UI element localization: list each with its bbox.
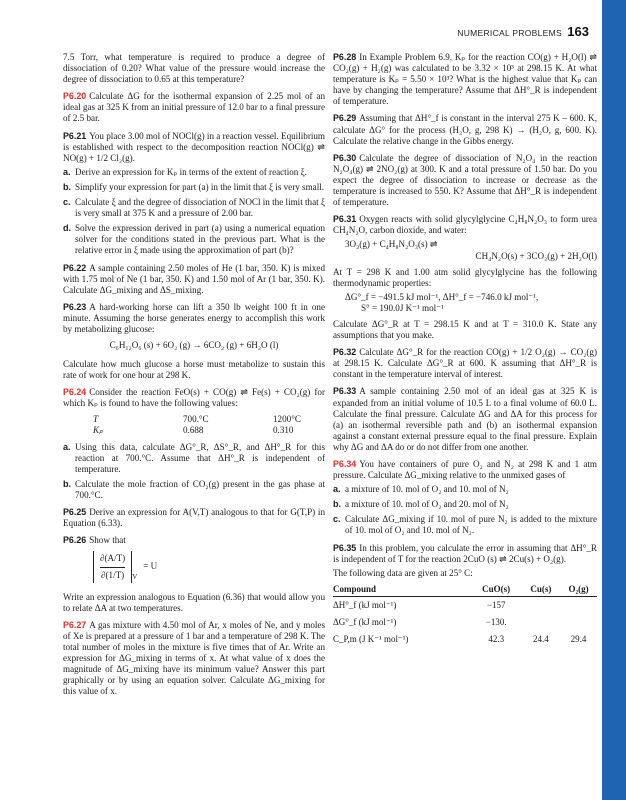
problem-text: Derive an expression for A(V,T) analogous to that for G(T,P) in Equation (6.33). — [63, 507, 325, 529]
table-cell: ΔH°_f (kJ mol⁻¹) — [333, 599, 397, 610]
problem-6-33 — [333, 386, 597, 453]
column-header: Cu(s) — [522, 583, 560, 597]
subpart-text: Calculate ΔG_mixing if 10. mol of pure N₂ is added to the mixture of 10. mol of O₂ and 10. mol of N₂. — [345, 514, 597, 536]
problem-text-continued: Calculate ΔG°_R at T = 298.15 K and at T = 310.0 K. State any assumptions that you make. — [333, 318, 597, 341]
properties-line-2: S° = 190.0J K⁻¹ mol⁻¹ — [361, 302, 444, 313]
problem-text: Calculate ΔG for the isothermal expansion of 2.25 mol of an ideal gas at 325 K from an initial pressure of 12.0 bar to a final pressure of 2.5 bar. — [63, 91, 325, 124]
column-header: Compound — [333, 583, 471, 597]
problem-number: P6.35 — [333, 542, 357, 553]
table-cell — [560, 596, 597, 614]
data-intro: The following data are given at 25° C: — [333, 567, 473, 578]
subpart-a: a. Derive an expression for Kₚ in terms of the extent of reaction ξ. — [63, 167, 325, 178]
problem-number: P6.34 — [333, 459, 357, 469]
problem-number: P6.31 — [333, 214, 357, 225]
problem-number: P6.28 — [333, 52, 357, 62]
problem-6-27 — [63, 620, 325, 698]
problem-number: P6.30 — [333, 152, 357, 163]
problem-text: Assuming that ΔH°_f is constant in the interval 275 K – 600. K, calculate ΔG° for the process (H₂O, g, 298 K) → (H₂O, g, 600. K). Calculate the relative change in the Gibbs energy. — [333, 113, 597, 146]
problem-text: You place 3.00 mol of NOCl(g) in a reaction vessel. Equilibrium is established with respect to the decomposition reaction NOCl(g) ⇌ NO(g) + 1/2 Cl₂(g). — [63, 130, 325, 163]
subpart-b: b. Calculate the mole fraction of CO₂(g) present in the gas phase at 700.°C. — [63, 479, 325, 501]
table-row — [333, 631, 597, 648]
subpart-c: c. Calculate ξ and the degree of dissociation of NOCl in the limit that ξ is very small at 375 K and a pressure of 2.00 bar. — [63, 197, 325, 219]
problem-6-29 — [333, 113, 597, 146]
table-cell: C_P,m (J K⁻¹ mol⁻¹) — [333, 634, 409, 645]
fraction-denominator: ∂(1/T) — [101, 569, 125, 580]
table-cell: 0.688 — [183, 424, 204, 435]
table-cell: 0.310 — [273, 424, 294, 435]
page-header — [0, 26, 600, 42]
reaction-equation-line-1: 3O₂(g) + C₄H₈N₂O₃(s) ⇌ — [345, 239, 438, 250]
table-cell: −157 — [486, 599, 506, 610]
problem-6-35 — [333, 543, 597, 565]
problem-text-continued: At T = 298 K and 1.00 atm solid glycylglycine has the following thermodynamic properties: — [333, 266, 597, 288]
problem-text: Oxygen reacts with solid glycylglycine C₄H₈N₂O₃ to form urea CH₄N₂O, carbon dioxide, and water: — [333, 214, 597, 236]
subpart-text: a mixture of 10. mol of O₂ and 20. mol of N₂ — [345, 499, 509, 510]
problem-text: A gas mixture with 4.50 mol of Ar, x moles of Ne, and y moles of Xe is prepared at a pressure of 1 bar and a temperature of 298 K. The total number of moles in the mixture is five times that of Ar. Write an expression for ΔG_mixing in terms of x. At what value of x does the magnitude of ΔG_mixing have its minimum value? Answer this part graphically or by using an equation solver. Calculate ΔG_mixing for this value of x. — [63, 619, 325, 697]
problem-number: P6.24 — [63, 387, 87, 398]
problem-6-23 — [63, 302, 325, 335]
continued-problem-text: 7.5 Torr, what temperature is required to produce a degree of dissociation of 0.20? What value of the pressure would increase the degree of dissociation to 0.65 at this temperature? — [63, 52, 325, 85]
table-cell — [560, 614, 597, 631]
problem-6-31 — [333, 214, 597, 236]
right-column — [333, 52, 597, 648]
problem-6-26 — [63, 535, 325, 546]
subpart-d: d. Solve the expression derived in part (a) using a numerical equation solver for the conditions stated in the previous part. What is the relative error in ξ made using the approximation of part (b)? — [63, 223, 325, 256]
left-column — [63, 52, 325, 703]
table-cell: 1200°C — [273, 413, 301, 424]
subpart-b: b. a mixture of 10. mol of O₂ and 20. mol of N₂ — [333, 499, 597, 510]
subpart-text: Calculate ξ and the degree of dissociation of NOCl in the limit that ξ is very small at 375 K and a pressure of 2.00 bar. — [75, 197, 325, 219]
subpart-a: a. a mixture of 10. mol of O₂ and 10. mol of N₂ — [333, 484, 597, 495]
chapter-side-tab — [602, 0, 626, 800]
problem-text: Calculate ΔG°_R for the reaction CO(g) + 1/2 O₂(g) → CO₂(g) at 298.15 K. Calculate ΔG°_R at 600. K assuming that ΔH°_R is constant in the temperature interval of interest. — [333, 347, 597, 380]
column-header: O₂(g) — [560, 583, 597, 597]
problem-number: P6.29 — [333, 113, 357, 124]
problem-6-25 — [63, 507, 325, 529]
problem-6-28 — [333, 52, 597, 107]
table-cell: 24.4 — [533, 634, 549, 645]
problem-6-24 — [63, 387, 325, 409]
subpart-text: Calculate the mole fraction of CO₂(g) present in the gas phase at 700.°C. — [75, 479, 325, 501]
problem-number: P6.27 — [63, 619, 87, 630]
table-cell: 700.°C — [183, 413, 209, 424]
problem-text: You have containers of pure O₂ and N₂ at 298 K and 1 atm pressure. Calculate ΔG_mixing relative to the unmixed gases of — [333, 459, 597, 481]
table-row — [333, 596, 597, 614]
problem-6-20 — [63, 91, 325, 124]
problem-6-34 — [333, 459, 597, 481]
subpart-c: c. Calculate ΔG_mixing if 10. mol of pure N₂ is added to the mixture of 10. mol of O₂ and 10. mol of N₂. — [333, 514, 597, 536]
problem-text-continued: Calculate how much glucose a horse must metabolize to sustain this rate of work for one hour at 298 K. — [63, 359, 325, 381]
table-cell: Kₚ — [93, 424, 103, 435]
page-number: 163 — [567, 24, 589, 39]
problem-text: A sample containing 2.50 moles of He (1 bar, 350. K) is mixed with 1.75 mol of Ne (1 bar, 350. K) and 1.50 mol of Ar (1 bar, 350. K). Calculate ΔG_mixing and ΔS_mixing. — [63, 262, 325, 295]
table-cell: T — [93, 413, 99, 424]
problem-text: Show that — [89, 535, 126, 546]
subpart-text: Derive an expression for Kₚ in terms of the extent of reaction ξ. — [75, 166, 307, 177]
thermo-data-table — [333, 583, 597, 648]
table-cell: −130. — [485, 617, 507, 628]
problem-6-21 — [63, 131, 325, 164]
problem-number: P6.26 — [63, 535, 87, 546]
subpart-text: Solve the expression derived in part (a) using a numerical equation solver for the conditions stated in the previous part. What is the relative error in ξ made using the approximation of part (b)? — [75, 223, 325, 256]
problem-6-32 — [333, 347, 597, 380]
problem-6-22 — [63, 263, 325, 296]
table-row — [333, 614, 597, 631]
reaction-equation-line-2: CH₄N₂O(s) + 3CO₂(g) + 2H₂O(l) — [475, 250, 597, 261]
problem-text: Calculate the degree of dissociation of N₂O₄ in the reaction N₂O₄(g) ⇌ 2NO₂(g) at 300. K and a total pressure of 1.50 bar. Do you expect the degree of dissociation to increase or decrease as the temperature is increased to 550. K? Assume that ΔH°_R is independent of temperature. — [333, 152, 597, 208]
problem-text: In this problem, you calculate the error in assuming that ΔH°_R is independent of T for the reaction 2CuO (s) ⇌ 2Cu(s) + O₂(g). — [333, 542, 597, 564]
subpart-a: a. Using this data, calculate ΔG°_R, ΔS°_R, and ΔH°_R for this reaction at 700.°C. Assume that ΔH°_R is independent of temperature. — [63, 441, 325, 474]
partial-derivative-equation — [93, 550, 157, 583]
problem-text: Consider the reaction FeO(s) + CO(g) ⇌ Fe(s) + CO₂(g) for which Kₚ is found to have the following values: — [63, 387, 325, 409]
table-cell: 42.3 — [488, 634, 505, 645]
problem-number: P6.22 — [63, 262, 87, 273]
problem-text-continued: Write an expression analogous to Equation (6.36) that would allow you to relate ΔA at two temperatures. — [63, 591, 325, 613]
problem-number: P6.20 — [63, 91, 87, 102]
problem-text: A hard-working horse can lift a 350 lb weight 100 ft in one minute. Assuming the horse generates energy to accomplish this work by metabolizing glucose: — [63, 301, 325, 334]
fraction-numerator: ∂(A/T) — [100, 553, 125, 567]
subpart-text: Using this data, calculate ΔG°_R, ΔS°_R, and ΔH°_R for this reaction at 700.°C. Assume that ΔH°_R is independent of temperature. — [75, 441, 325, 474]
problem-text: A sample containing 2.50 mol of an ideal gas at 325 K is expanded from an initial volume of 10.5 L to a final volume of 60.0 L. Calculate the final pressure. Calculate ΔG and ΔA for this process for (a) an isothermal reversible path and (b) an isothermal expansion against a constant external pressure equal to the final pressure. Explain why ΔG and ΔA do or do not differ from one another. — [333, 386, 597, 452]
column-header: CuO(s) — [471, 583, 522, 597]
table-cell — [522, 614, 560, 631]
subpart-text: Simplify your expression for part (a) in the limit that ξ is very small. — [75, 181, 325, 192]
table-cell: 29.4 — [570, 634, 587, 645]
table-cell — [522, 596, 560, 614]
equation-rhs: = U — [143, 561, 158, 572]
subscript: V — [132, 573, 138, 582]
problem-6-30 — [333, 153, 597, 208]
subpart-b: b. Simplify your expression for part (a) in the limit that ξ is very small. — [63, 181, 325, 192]
problem-number: P6.33 — [333, 386, 357, 397]
problem-number: P6.21 — [63, 130, 87, 141]
glucose-equation: C₆H₁₂O₆ (s) + 6O₂ (g) → 6CO₂ (g) + 6H₂O (l) — [109, 340, 279, 351]
table-cell: ΔG°_f (kJ mol⁻¹) — [333, 617, 397, 628]
subpart-text: a mixture of 10. mol of O₂ and 10. mol of N₂ — [345, 484, 509, 495]
problem-number: P6.32 — [333, 347, 357, 358]
running-header: NUMERICAL PROBLEMS — [457, 28, 562, 38]
problem-text: In Example Problem 6.9, Kₚ for the reaction CO(g) + H₂O(l) ⇌ CO₂(g) + H₂(g) was calculated to be 3.32 × 10³ at 298.15 K. At what temperature is Kₚ = 5.50 × 10³? What is the highest value that Kₚ can have by changing the temperature? Assume that ΔH°_R is independent of temperature. — [333, 52, 597, 107]
problem-number: P6.25 — [63, 507, 87, 518]
problem-number: P6.23 — [63, 301, 87, 312]
properties-line-1: ΔG°_f = −491.5 kJ mol⁻¹, ΔH°_f = −746.0 kJ mol⁻¹, — [345, 291, 539, 302]
kp-table — [93, 414, 325, 436]
table-header-row — [333, 583, 597, 597]
